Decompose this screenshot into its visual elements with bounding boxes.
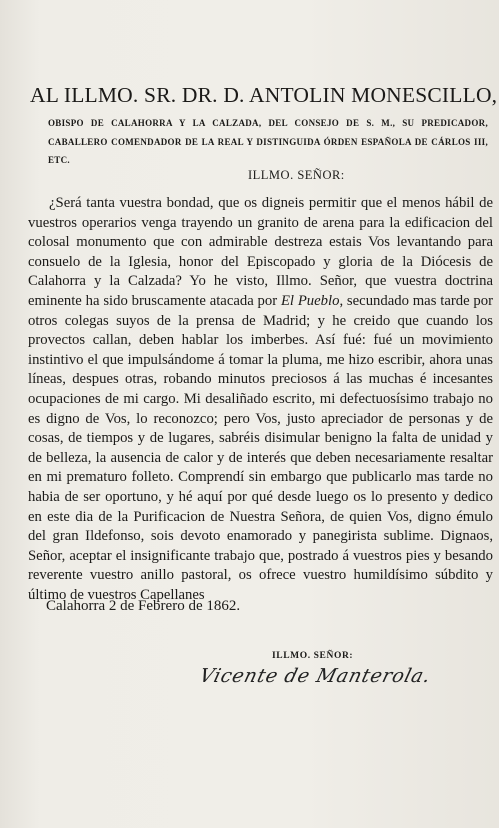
dedication-title: AL ILLMO. SR. DR. D. ANTOLIN MONESCILLO, (30, 83, 498, 107)
dedication-date: Calahorra 2 de Febrero de 1862. (46, 598, 241, 614)
body-italic-title: El Pueblo (280, 292, 340, 309)
body-paragraph (28, 194, 493, 605)
body-text-part2: , secundado mas tarde por otros colegas suyos de la prensa de Madrid; y he creido que cuando los provectos callan, deben hablar los imberbes. Así fué: fué un movimiento instintivo el que impulsándome á tomar la pluma, me hizo escribir, ahora unas líneas, despues otras, robando minutos preciosos á las muchas é incesantes ocupaciones de mi cargo. Mi desaliñado escrito, mi defectuosísimo trabajo no es digno de Vos, lo reconozco; pero Vos, justo apreciador de personas y de cosas, de tiempos y de lugares, sabréis disimular benigno la falta de unidad y de belleza, la ausencia de calor y de interés que deben necesariamente resaltar en mi prematuro folleto. Comprendí sin embargo que publicarlo mas tarde no habia de ser oportuno, y hé aquí por qué desde luego os lo presento y dedico en este dia de la Purificacion de Nuestra Señora, de quien Vos, digno émulo del gran Ildefonso, sois devoto enamorado y panegirista sublime. Dignaos, Señor, aceptar el insignificante trabajo que, postrado á vuestros pies y besando reverente vuestro anillo pastoral, os ofrece vuestro humildísimo súbdito y último de vuestros Capellanes (28, 292, 493, 603)
body-text-part1: ¿Será tanta vuestra bondad, que os digneis permitir que el menos hábil de vuestros operarios venga trayendo un granito de arena para la edificacion del colosal monumento que con admirable destreza estais Vos levantando para consuelo de la Iglesia, honor del Episcopado y gloria de la Diócesis de Calahorra y la Calzada? Yo he visto, Illmo. Señor, que vuestra doctrina eminente ha sido bruscamente atacada por (28, 195, 493, 309)
dedication-body (28, 194, 493, 605)
salutation-bottom: ILLMO. SEÑOR: (272, 651, 354, 661)
dedication-subtitle: OBISPO DE CALAHORRA Y LA CALZADA, DEL CONSEJO DE S. M., SU PREDICADOR, CABALLERO COMENDADOR DE LA REAL Y DISTINGUIDA ÓRDEN ESPAÑOLA DE CÁRLOS III, ETC. (48, 118, 488, 165)
salutation-top: ILLMO. SEÑOR: (248, 168, 345, 182)
signature: Vicente de Manterola. (197, 665, 434, 687)
